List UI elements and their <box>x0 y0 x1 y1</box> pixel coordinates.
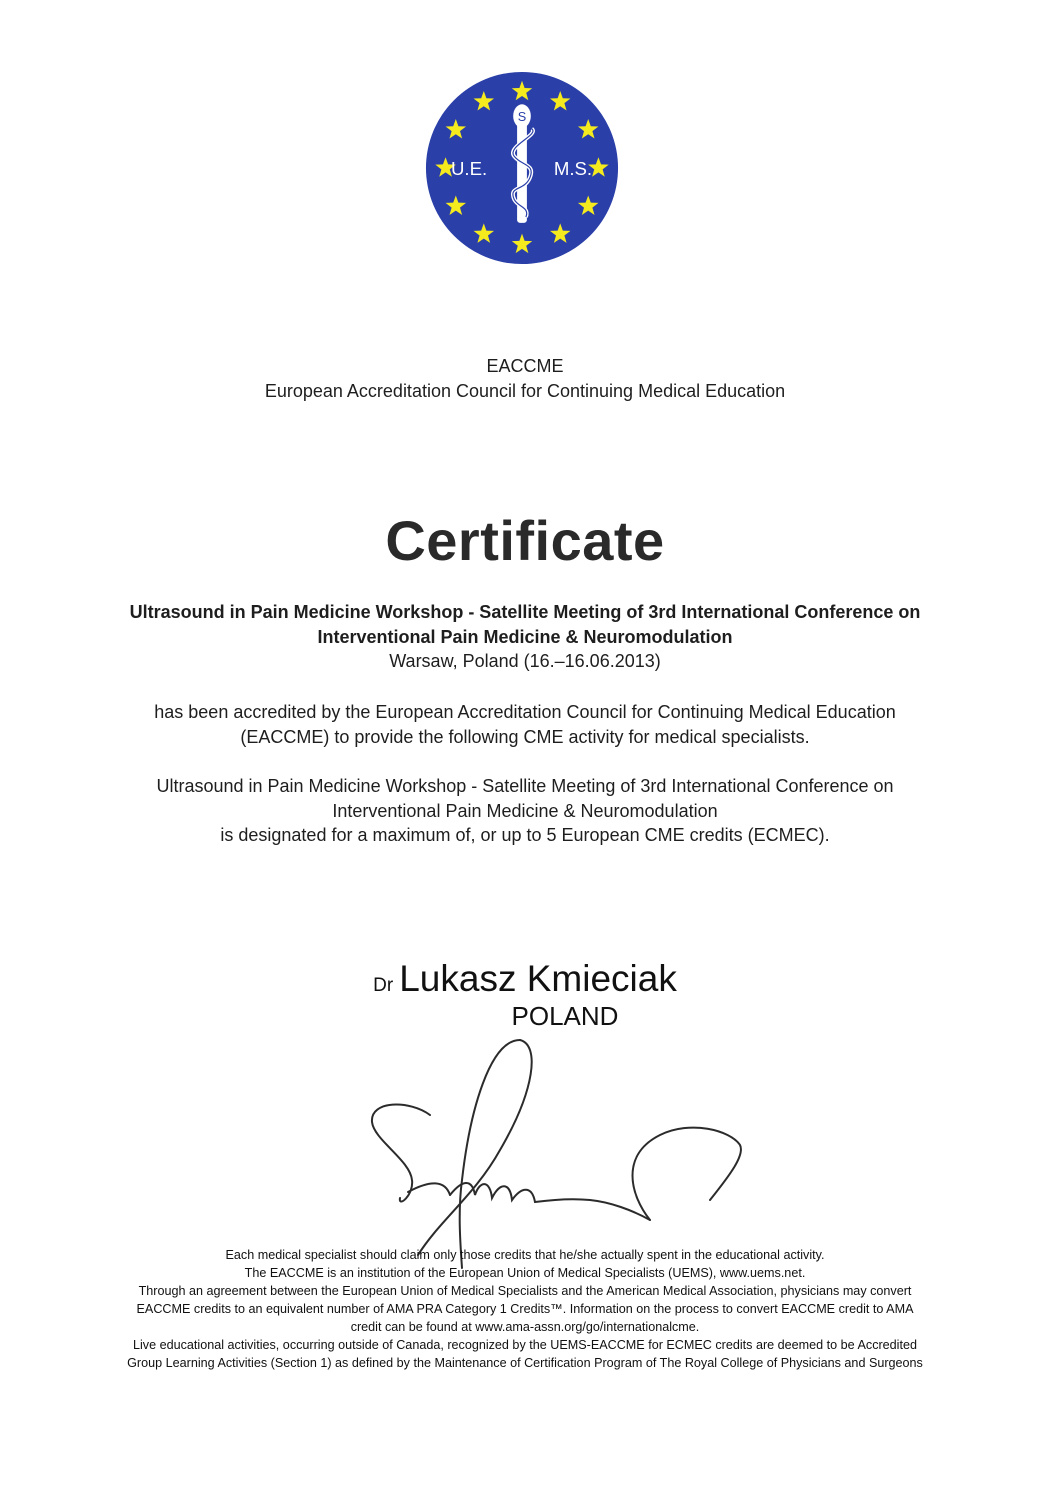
issuer-abbreviation: EACCME <box>486 356 564 376</box>
accreditation-line-2: (EACCME) to provide the following CME activity for medical specialists. <box>240 727 810 747</box>
recipient-name-block <box>0 958 1050 1000</box>
credits-line-2: Interventional Pain Medicine & Neuromodulation <box>332 801 718 821</box>
event-title-line-2: Interventional Pain Medicine & Neuromodulation <box>317 627 733 647</box>
footnote-line-6: Live educational activities, occurring outside of Canada, recognized by the UEMS-EACCME for ECMEC credits are deemed to be Accredited <box>133 1338 917 1352</box>
recipient-prefix: Dr <box>373 975 394 996</box>
recipient-country: POLAND <box>511 1001 619 1031</box>
logo-right-text: M.S. <box>553 157 593 179</box>
event-title-line-1: Ultrasound in Pain Medicine Workshop - Satellite Meeting of 3rd International Conference on <box>129 602 921 622</box>
event-location-date: Warsaw, Poland (16.–16.06.2013) <box>389 651 661 671</box>
footnote-line-2: The EACCME is an institution of the European Union of Medical Specialists (UEMS), www.uems.net. <box>244 1266 806 1280</box>
footnote-line-7: Group Learning Activities (Section 1) as defined by the Maintenance of Certification Program of The Royal College of Physicians and Surgeons <box>127 1356 923 1370</box>
footnote-line-4: EACCME credits to an equivalent number of AMA PRA Category 1 Credits™. Information on the process to convert EACCME credit to AMA <box>136 1302 914 1316</box>
logo-left-text: U.E. <box>450 157 488 179</box>
uems-logo <box>424 70 620 266</box>
credits-line-3: is designated for a maximum of, or up to 5 European CME credits (ECMEC). <box>220 825 830 845</box>
accreditation-line-1: has been accredited by the European Accreditation Council for Continuing Medical Education <box>154 702 896 722</box>
svg-text:S: S <box>517 108 527 124</box>
recipient-name: Lukasz Kmieciak <box>399 958 677 999</box>
certificate-title: Certificate <box>385 509 665 572</box>
footnote-line-1: Each medical specialist should claim only those credits that he/she actually spent in the educational activity. <box>225 1248 825 1262</box>
issuer-full-name: European Accreditation Council for Continuing Medical Education <box>264 381 786 401</box>
credits-line-1: Ultrasound in Pain Medicine Workshop - Satellite Meeting of 3rd International Conference on <box>156 776 894 796</box>
footnote-line-5: credit can be found at www.ama-assn.org/go/internationalcme. <box>350 1320 700 1334</box>
signature <box>350 1030 750 1270</box>
footnote-line-3: Through an agreement between the European Union of Medical Specialists and the American Medical Association, physicians may convert <box>138 1284 912 1298</box>
